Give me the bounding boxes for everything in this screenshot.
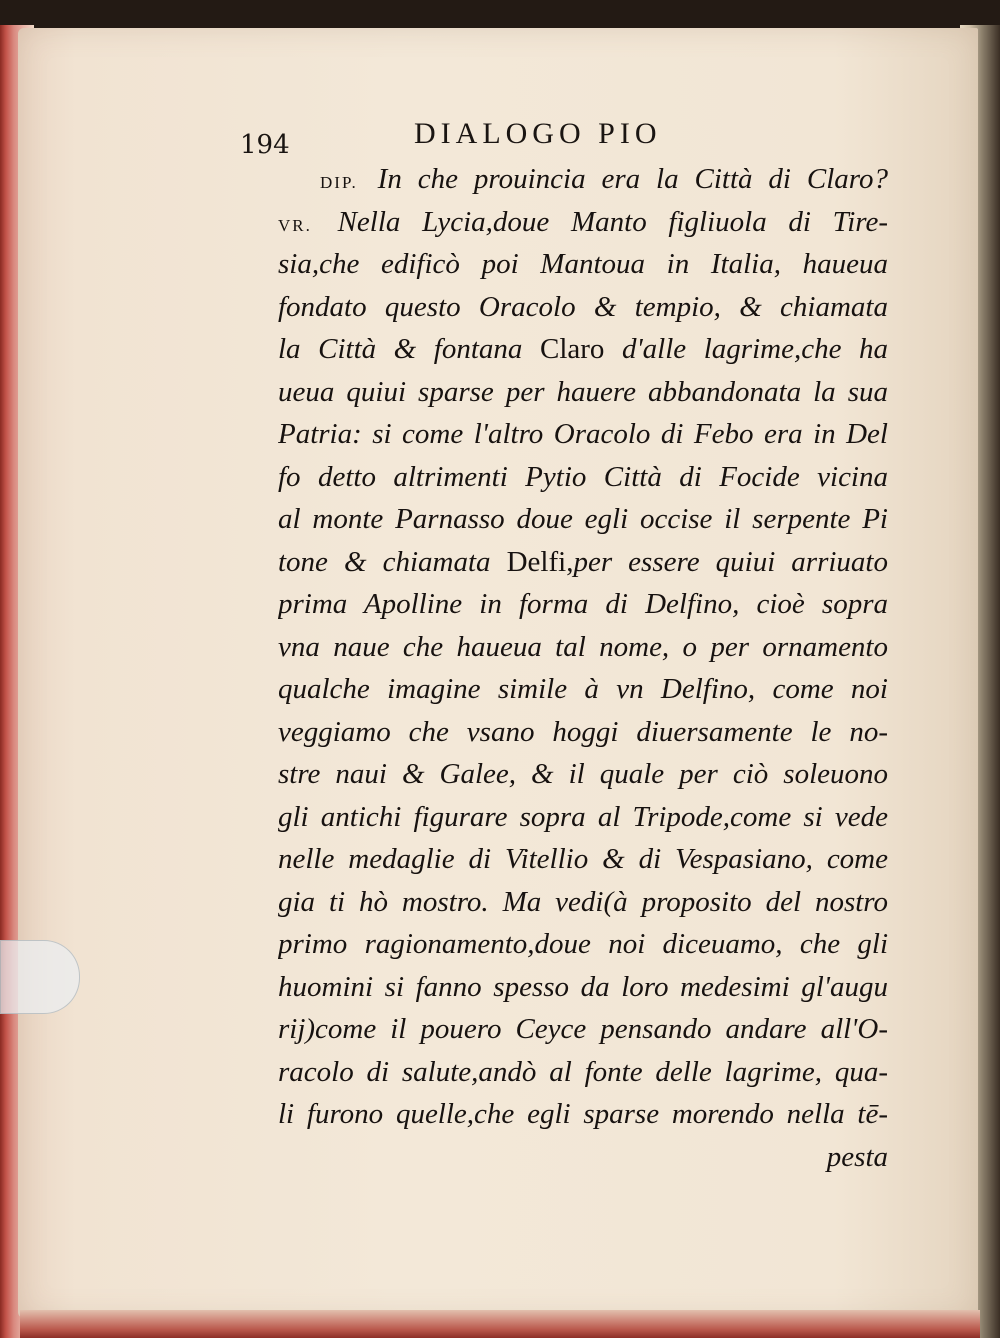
text-line: fo detto altrimenti Pytio Città di Focide vicina (278, 460, 888, 493)
text-line: qualche imagine simile à vn Delfino, come noi (278, 673, 888, 705)
text-line: gli antichi figurare sopra al Tripode,come si vede (278, 800, 888, 833)
page-clip (0, 940, 80, 1014)
text-line: vna naue che haueua tal nome, o per ornamento (278, 630, 888, 663)
text-line: prima Apolline in forma di Delfino, cioè sopra (278, 588, 888, 620)
text-line: Patria: si come l'altro Oracolo di Febo era in Del (278, 418, 888, 450)
text-line: al monte Parnasso doue egli occise il serpente Pi (278, 503, 888, 535)
place-name: Delfi, (506, 545, 574, 578)
text-line: racolo di salute,andò al fonte delle lagrime, qua- (278, 1055, 888, 1088)
line-text: per essere quiui arriuato (573, 545, 888, 578)
text-line (278, 328, 888, 371)
text-line: ueua quiui sparse per hauere abbandonata la sua (278, 375, 888, 408)
text-line: fondato questo Oracolo & tempio, & chiamata (278, 290, 888, 323)
text-line: li furono quelle,che egli sparse morendo nella tē- (278, 1098, 888, 1130)
text-line: rij)come il pouero Ceyce pensando andare all'O- (278, 1013, 888, 1045)
page-header (0, 112, 1000, 160)
line-text: Nella Lycia,doue Manto figliuola di Tire- (337, 205, 888, 238)
page-number: 194 (240, 130, 290, 160)
text-line: gia ti hò mostro. Ma vedi(à proposito del nostro (278, 885, 888, 918)
line-text: d'alle lagrime,che ha (621, 333, 888, 365)
body-text (278, 158, 888, 1178)
line-text: la Città & fontana (278, 333, 523, 365)
text-line (278, 201, 888, 244)
place-name: Claro (539, 333, 605, 365)
line-text: tone & chiamata (278, 545, 491, 578)
text-line: sia,che edificò poi Mantoua in Italia, haueua (278, 248, 888, 280)
text-line: huomini si fanno spesso da loro medesimi gl'augu (278, 970, 888, 1003)
text-line (278, 158, 888, 201)
book-edge-bottom (20, 1310, 980, 1338)
text-line: veggiamo che vsano hoggi diuersamente le no- (278, 715, 888, 748)
text-line: nelle medaglie di Vitellio & di Vespasiano, come (278, 843, 888, 875)
text-line: stre naui & Galee, & il quale per ciò soleuono (278, 758, 888, 790)
text-line: primo ragionamento,doue noi diceuamo, che gli (278, 928, 888, 960)
speaker-label: VR. (278, 215, 312, 235)
speaker-label: DIP. (320, 173, 358, 192)
running-head: DIALOGO PIO (414, 117, 662, 150)
line-text: In che prouincia era la Città di Claro? (377, 163, 888, 195)
catchword: pesta (826, 1140, 888, 1173)
text-line (278, 541, 888, 584)
